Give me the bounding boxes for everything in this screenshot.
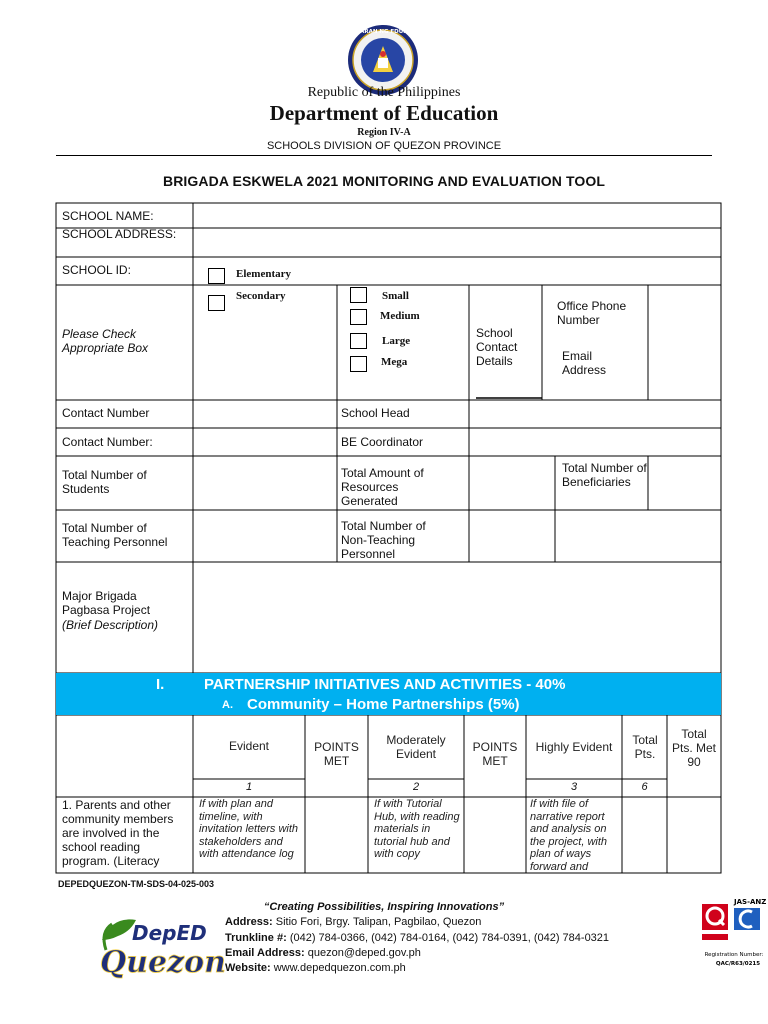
deped-quezon-logo [96, 910, 226, 982]
tool-title: BRIGADA ESKWELA 2021 MONITORING AND EVALUATION TOOL [163, 173, 605, 189]
total-pts-met-header: Total Pts. Met 90 [671, 727, 716, 769]
document-code: DEPEDQUEZON-TM-SDS-04-025-003 [58, 879, 215, 889]
school-name-label: SCHOOL NAME: [62, 209, 154, 223]
score-evident: 1 [245, 781, 253, 793]
rubric-desc-highly: If with file of narrative report and analysis on the project, with plan of ways forward and [530, 798, 608, 873]
department-title: Department of Education [269, 101, 499, 125]
tagline: “Creating Possibilities, Inspiring Innovations” [263, 901, 505, 913]
small-label: Small [382, 290, 409, 302]
mega-checkbox[interactable] [350, 356, 367, 372]
footer-address: Address: Sitio Fori, Brgy. Talipan, Pagbilao, Quezon [225, 916, 482, 928]
medium-checkbox[interactable] [350, 309, 367, 325]
score-moderately: 2 [412, 781, 420, 793]
points-met-header-1: POINTS MET [314, 740, 359, 768]
footer-trunkline: Trunkline #: (042) 784-0366, (042) 784-0164, (042) 784-0391, (042) 784-0321 [225, 932, 610, 944]
subsection-title: Community – Home Partnerships (5%) [247, 696, 520, 713]
republic-line: Republic of the Philippines [307, 85, 461, 100]
iso-certification-logo [700, 896, 768, 980]
rubric-item-1: 1. Parents and other community members are involved in the school reading program. (Literacy [62, 798, 174, 868]
total-nonteaching-label: Total Number of Non-Teaching Personnel [341, 519, 426, 561]
rubric-desc-evident: If with plan and timeline, with invitation letters with stakeholders and with attendance log [199, 798, 299, 860]
medium-label: Medium [380, 310, 420, 322]
logo-bottom-text: Quezon [100, 945, 226, 980]
cert-top-text: JAS-ANZ [734, 898, 767, 906]
moderately-evident-header: Moderately Evident [386, 733, 446, 761]
elementary-label: Elementary [236, 268, 291, 280]
contact-number-label-2: Contact Number: [62, 435, 153, 449]
score-highly: 3 [570, 781, 578, 793]
be-coordinator-label: BE Coordinator [341, 435, 424, 449]
section-numeral: I. [156, 676, 165, 693]
school-head-label: School Head [341, 406, 410, 420]
division-label: SCHOOLS DIVISION OF QUEZON PROVINCE [266, 140, 502, 152]
email-address-label: Email Address [562, 349, 607, 377]
footer-email: Email Address: quezon@deped.gov.ph [225, 947, 421, 959]
svg-text:KAGAWARAN NG EDUKASYON: KAGAWARAN NG EDUKASYON [337, 29, 429, 35]
secondary-checkbox[interactable] [208, 295, 225, 311]
school-contact-label: School Contact Details [476, 326, 518, 368]
small-checkbox[interactable] [350, 287, 367, 303]
brief-description-label: (Brief Description) [62, 618, 159, 632]
total-resources-label: Total Amount of Resources Generated [341, 466, 424, 508]
total-pts-header: Total Pts. [632, 733, 658, 761]
elementary-checkbox[interactable] [208, 268, 225, 284]
region-label: Region IV-A [357, 127, 411, 138]
logo-top-text: DepED [132, 921, 207, 945]
office-phone-label: Office Phone Number [557, 299, 627, 327]
total-teaching-label: Total Number of Teaching Personnel [62, 521, 168, 549]
evident-header: Evident [228, 739, 270, 753]
large-label: Large [382, 335, 411, 347]
secondary-label: Secondary [236, 290, 286, 302]
school-id-label: SCHOOL ID: [62, 263, 131, 277]
points-met-header-2: POINTS MET [472, 740, 518, 768]
score-total: 6 [641, 781, 648, 793]
please-check-label: Please Check Appropriate Box [62, 327, 149, 355]
section-title: PARTNERSHIP INITIATIVES AND ACTIVITIES - 40% [204, 676, 566, 693]
highly-evident-header: Highly Evident [535, 740, 613, 754]
major-project-label: Major Brigada Pagbasa Project [62, 589, 151, 617]
school-address-label: SCHOOL ADDRESS: [62, 227, 177, 241]
subsection-letter: A. [222, 699, 233, 711]
large-checkbox[interactable] [350, 333, 367, 349]
cert-registration-number: QAC/R63/0215 [715, 961, 761, 967]
total-beneficiaries-label: Total Number of Beneficiaries [562, 461, 647, 489]
mega-label: Mega [381, 356, 408, 368]
contact-number-label: Contact Number [62, 406, 150, 420]
total-students-label: Total Number of Students [62, 468, 147, 496]
cert-registration-label: Registration Number: [704, 952, 764, 958]
footer-website: Website: www.depedquezon.com.ph [225, 962, 406, 974]
rubric-desc-moderately: If with Tutorial Hub, with reading materials in tutorial hub and with copy [374, 798, 460, 860]
